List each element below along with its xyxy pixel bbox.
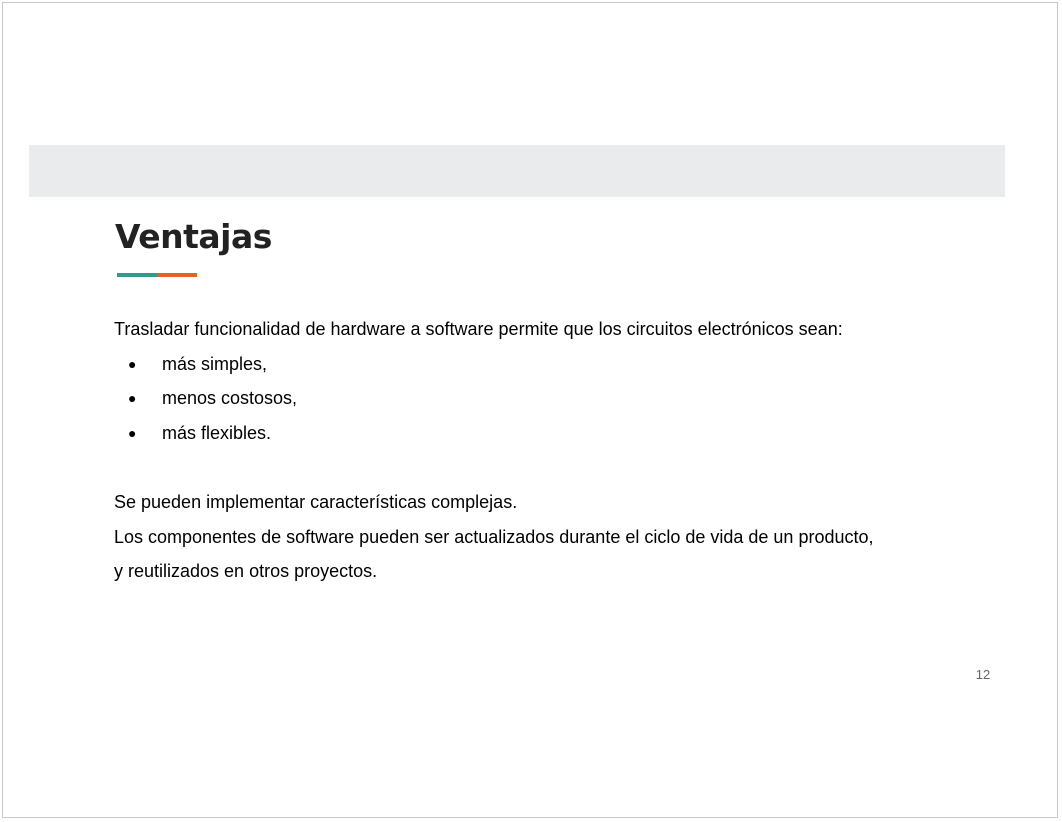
- slide: [2, 2, 1058, 818]
- paragraph-spacer: [114, 453, 994, 488]
- intro-text: Trasladar funcionalidad de hardware a software permite que los circuitos electrónicos sean:: [114, 319, 843, 339]
- bullet-marker: ●: [128, 390, 137, 407]
- title-accent-orange: [157, 273, 197, 277]
- title-accent-teal: [117, 273, 157, 277]
- bullet-marker: ●: [128, 355, 137, 372]
- bullet-marker: ●: [128, 424, 137, 441]
- bullet-item: [114, 384, 994, 419]
- paragraph-line: Los componentes de software pueden ser actualizados durante el ciclo de vida de un producto,: [114, 526, 874, 547]
- bullet-text: más flexibles.: [162, 422, 272, 443]
- bullet-item: [114, 419, 994, 454]
- slide-title: Ventajas: [115, 217, 272, 256]
- paragraph-line: Se pueden implementar características complejas.: [114, 491, 518, 512]
- bullet-text: más simples,: [162, 353, 268, 374]
- page-number: 12: [975, 667, 991, 682]
- header-band: [29, 145, 1005, 197]
- bullet-item: [114, 350, 994, 385]
- bullet-text: menos costosos,: [162, 388, 298, 409]
- bullet-list: [114, 350, 994, 454]
- paragraph-line: y reutilizados en otros proyectos.: [114, 561, 378, 582]
- slide-body: [114, 315, 994, 592]
